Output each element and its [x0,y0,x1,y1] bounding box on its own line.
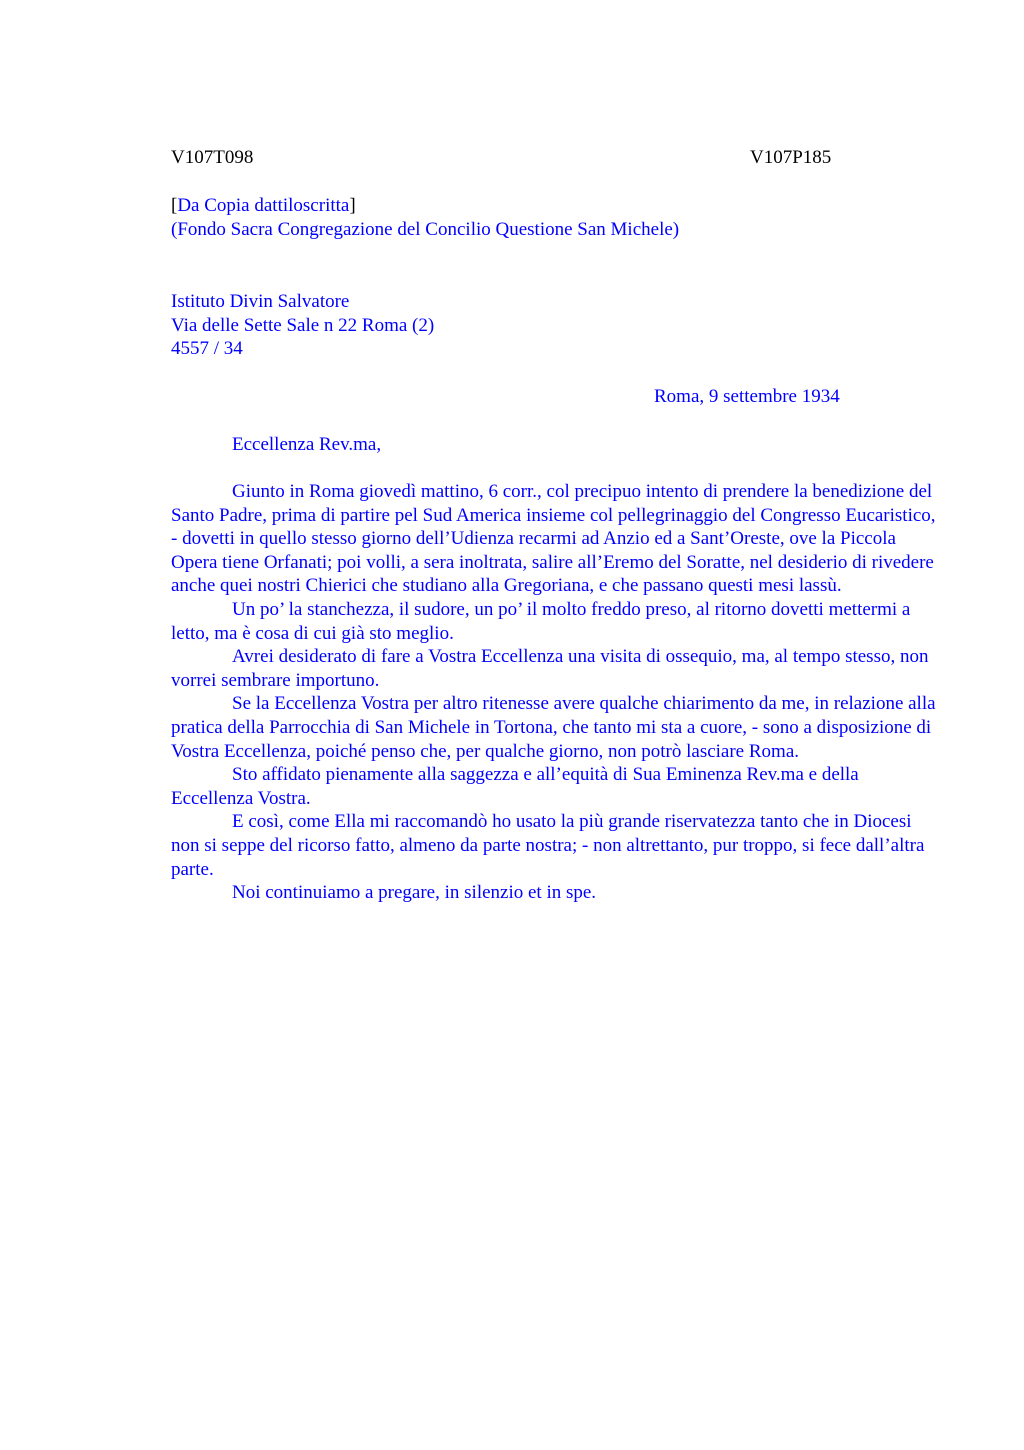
body-paragraph: Se la Eccellenza Vostra per altro ritenesse avere qualche chiarimento da me, in relazione alla pratica della Parrocchia di San Michele in Tortona, che tanto mi sta a cuore, - sono a disposizione di Vostra Eccellenza, poiché penso che, per qualche giorno, non potrò lasciare Roma. [171,693,936,762]
body-paragraph: Giunto in Roma giovedì mattino, 6 corr., col precipuo intento di prendere la benedizione del Santo Padre, prima di partire pel Sud America insieme col pellegrinaggio del Congresso Eucaristico, - dovetti in quello stesso giorno dell’Udienza recarmi ad Anzio ed a Sant’Oreste, ove la Piccola Opera tiene Orfanati; poi volli, a sera inoltrata, salire all’Eremo del Soratte, nel desiderio di rivedere anche quei nostri Chierici che studiano alla Gregoriana, e che passano questi mesi lassù. [171,481,936,597]
volume-code-right: V107P185 [750,147,832,168]
address-line-2: Via delle Sette Sale n 22 Roma (2) [171,315,435,336]
protocol-number: 4557 / 34 [171,338,243,359]
source-fondo: (Fondo Sacra Congregazione del Concilio Questione San Michele) [171,219,680,240]
body-paragraph: Noi continuiamo a pregare, in silenzio et in spe. [232,882,597,904]
source-bracket-open: [ [171,195,178,216]
body-paragraph: Sto affidato pienamente alla saggezza e all’equità di Sua Eminenza Rev.ma e della Eccellenza Vostra. [171,764,859,809]
body-paragraph: Avrei desiderato di fare a Vostra Eccellenza una visita di ossequio, ma, al tempo stesso, non vorrei sembrare importuno. [171,646,929,691]
source-note [171,194,356,218]
letter-body [171,480,941,905]
letter-date: Roma, 9 settembre 1934 [654,386,840,407]
source-label: Da Copia dattiloscritta [177,195,350,216]
volume-code-left: V107T098 [171,147,254,168]
body-paragraph: Un po’ la stanchezza, il sudore, un po’ il molto freddo preso, al ritorno dovetti mettermi a letto, ma è cosa di cui già sto meglio. [171,598,911,644]
address-line-1: Istituto Divin Salvatore [171,291,350,312]
salutation: Eccellenza Rev.ma, [232,434,382,455]
source-bracket-close: ] [349,195,356,216]
body-paragraph: E così, come Ella mi raccomandò ho usato la più grande riservatezza tanto che in Diocesi non si seppe del ricorso fatto, almeno da parte nostra; - non altrettanto, pur troppo, si fece dall’altra parte. [171,811,925,880]
